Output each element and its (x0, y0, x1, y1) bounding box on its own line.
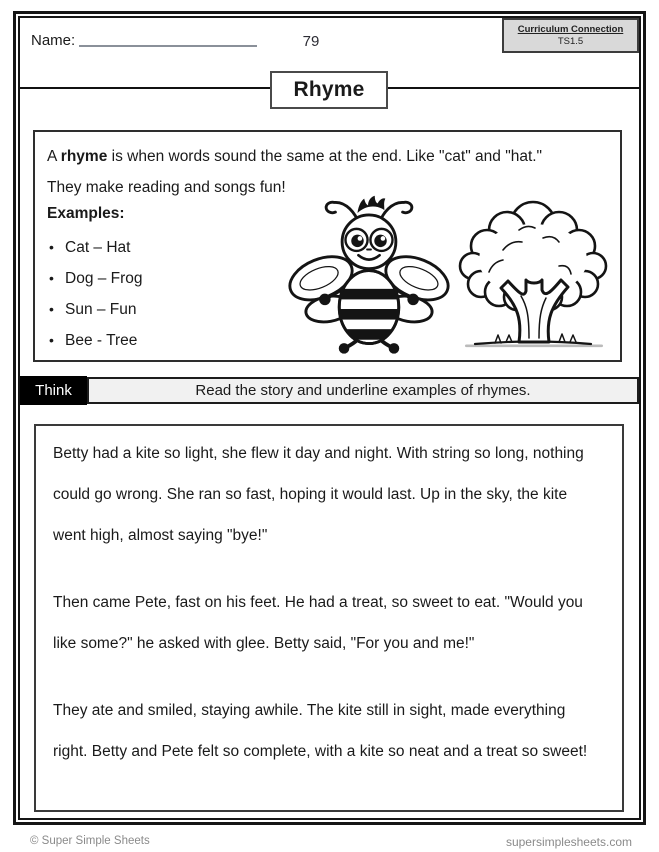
definition-box (33, 130, 622, 362)
list-item: • Sun – Fun (47, 294, 143, 325)
footer-website: supersimplesheets.com (505, 835, 632, 849)
bullet-icon: • (49, 270, 54, 286)
story-box (34, 424, 624, 812)
think-label: Think (20, 376, 87, 405)
list-item: • Bee - Tree (47, 325, 143, 356)
story-paragraph: They ate and smiled, staying awhile. The kite still in sight, made everything right. Betty and Pete felt so complete, with a kite so neat and a treat so sweet! (53, 702, 588, 760)
bold-term-rhyme: rhyme (60, 148, 108, 165)
list-item: • Dog – Frog (47, 263, 143, 294)
worksheet-page (13, 11, 646, 825)
examples-heading: Examples: (47, 205, 125, 222)
tree-illustration (447, 194, 619, 352)
bee-illustration (281, 190, 457, 357)
footer-copyright: © Super Simple Sheets (30, 835, 150, 847)
name-blank-line[interactable] (79, 33, 257, 47)
page-title: Rhyme (270, 71, 388, 109)
curriculum-badge-title: Curriculum Connection (517, 24, 624, 35)
instruction-text: Read the story and underline examples of rhymes. (87, 377, 639, 404)
page-number: 79 (302, 33, 320, 50)
bullet-icon: • (49, 332, 54, 348)
curriculum-badge-code: TS1.5 (557, 36, 584, 47)
bullet-icon: • (49, 239, 54, 255)
name-field-row (31, 32, 257, 49)
name-label: Name: (31, 32, 76, 49)
think-section (20, 376, 639, 405)
examples-list (47, 232, 143, 356)
definition-line-1: A rhyme is when words sound the same at the end. Like "cat" and "hat." (47, 148, 543, 165)
worksheet-inner-border (18, 16, 641, 820)
bullet-icon: • (49, 301, 54, 317)
list-item: • Cat – Hat (47, 232, 143, 263)
curriculum-badge (502, 18, 639, 53)
story-paragraph: Betty had a kite so light, she flew it day and night. With string so long, nothing could go wrong. She ran so fast, hoping it would last. Up in the sky, the kite went high, almost saying "bye!" (53, 445, 584, 544)
definition-line-2: They make reading and songs fun! (47, 179, 286, 196)
story-paragraph: Then came Pete, fast on his feet. He had a treat, so sweet to eat. "Would you like some?" he asked with glee. Betty said, "For you and me!" (53, 594, 583, 652)
